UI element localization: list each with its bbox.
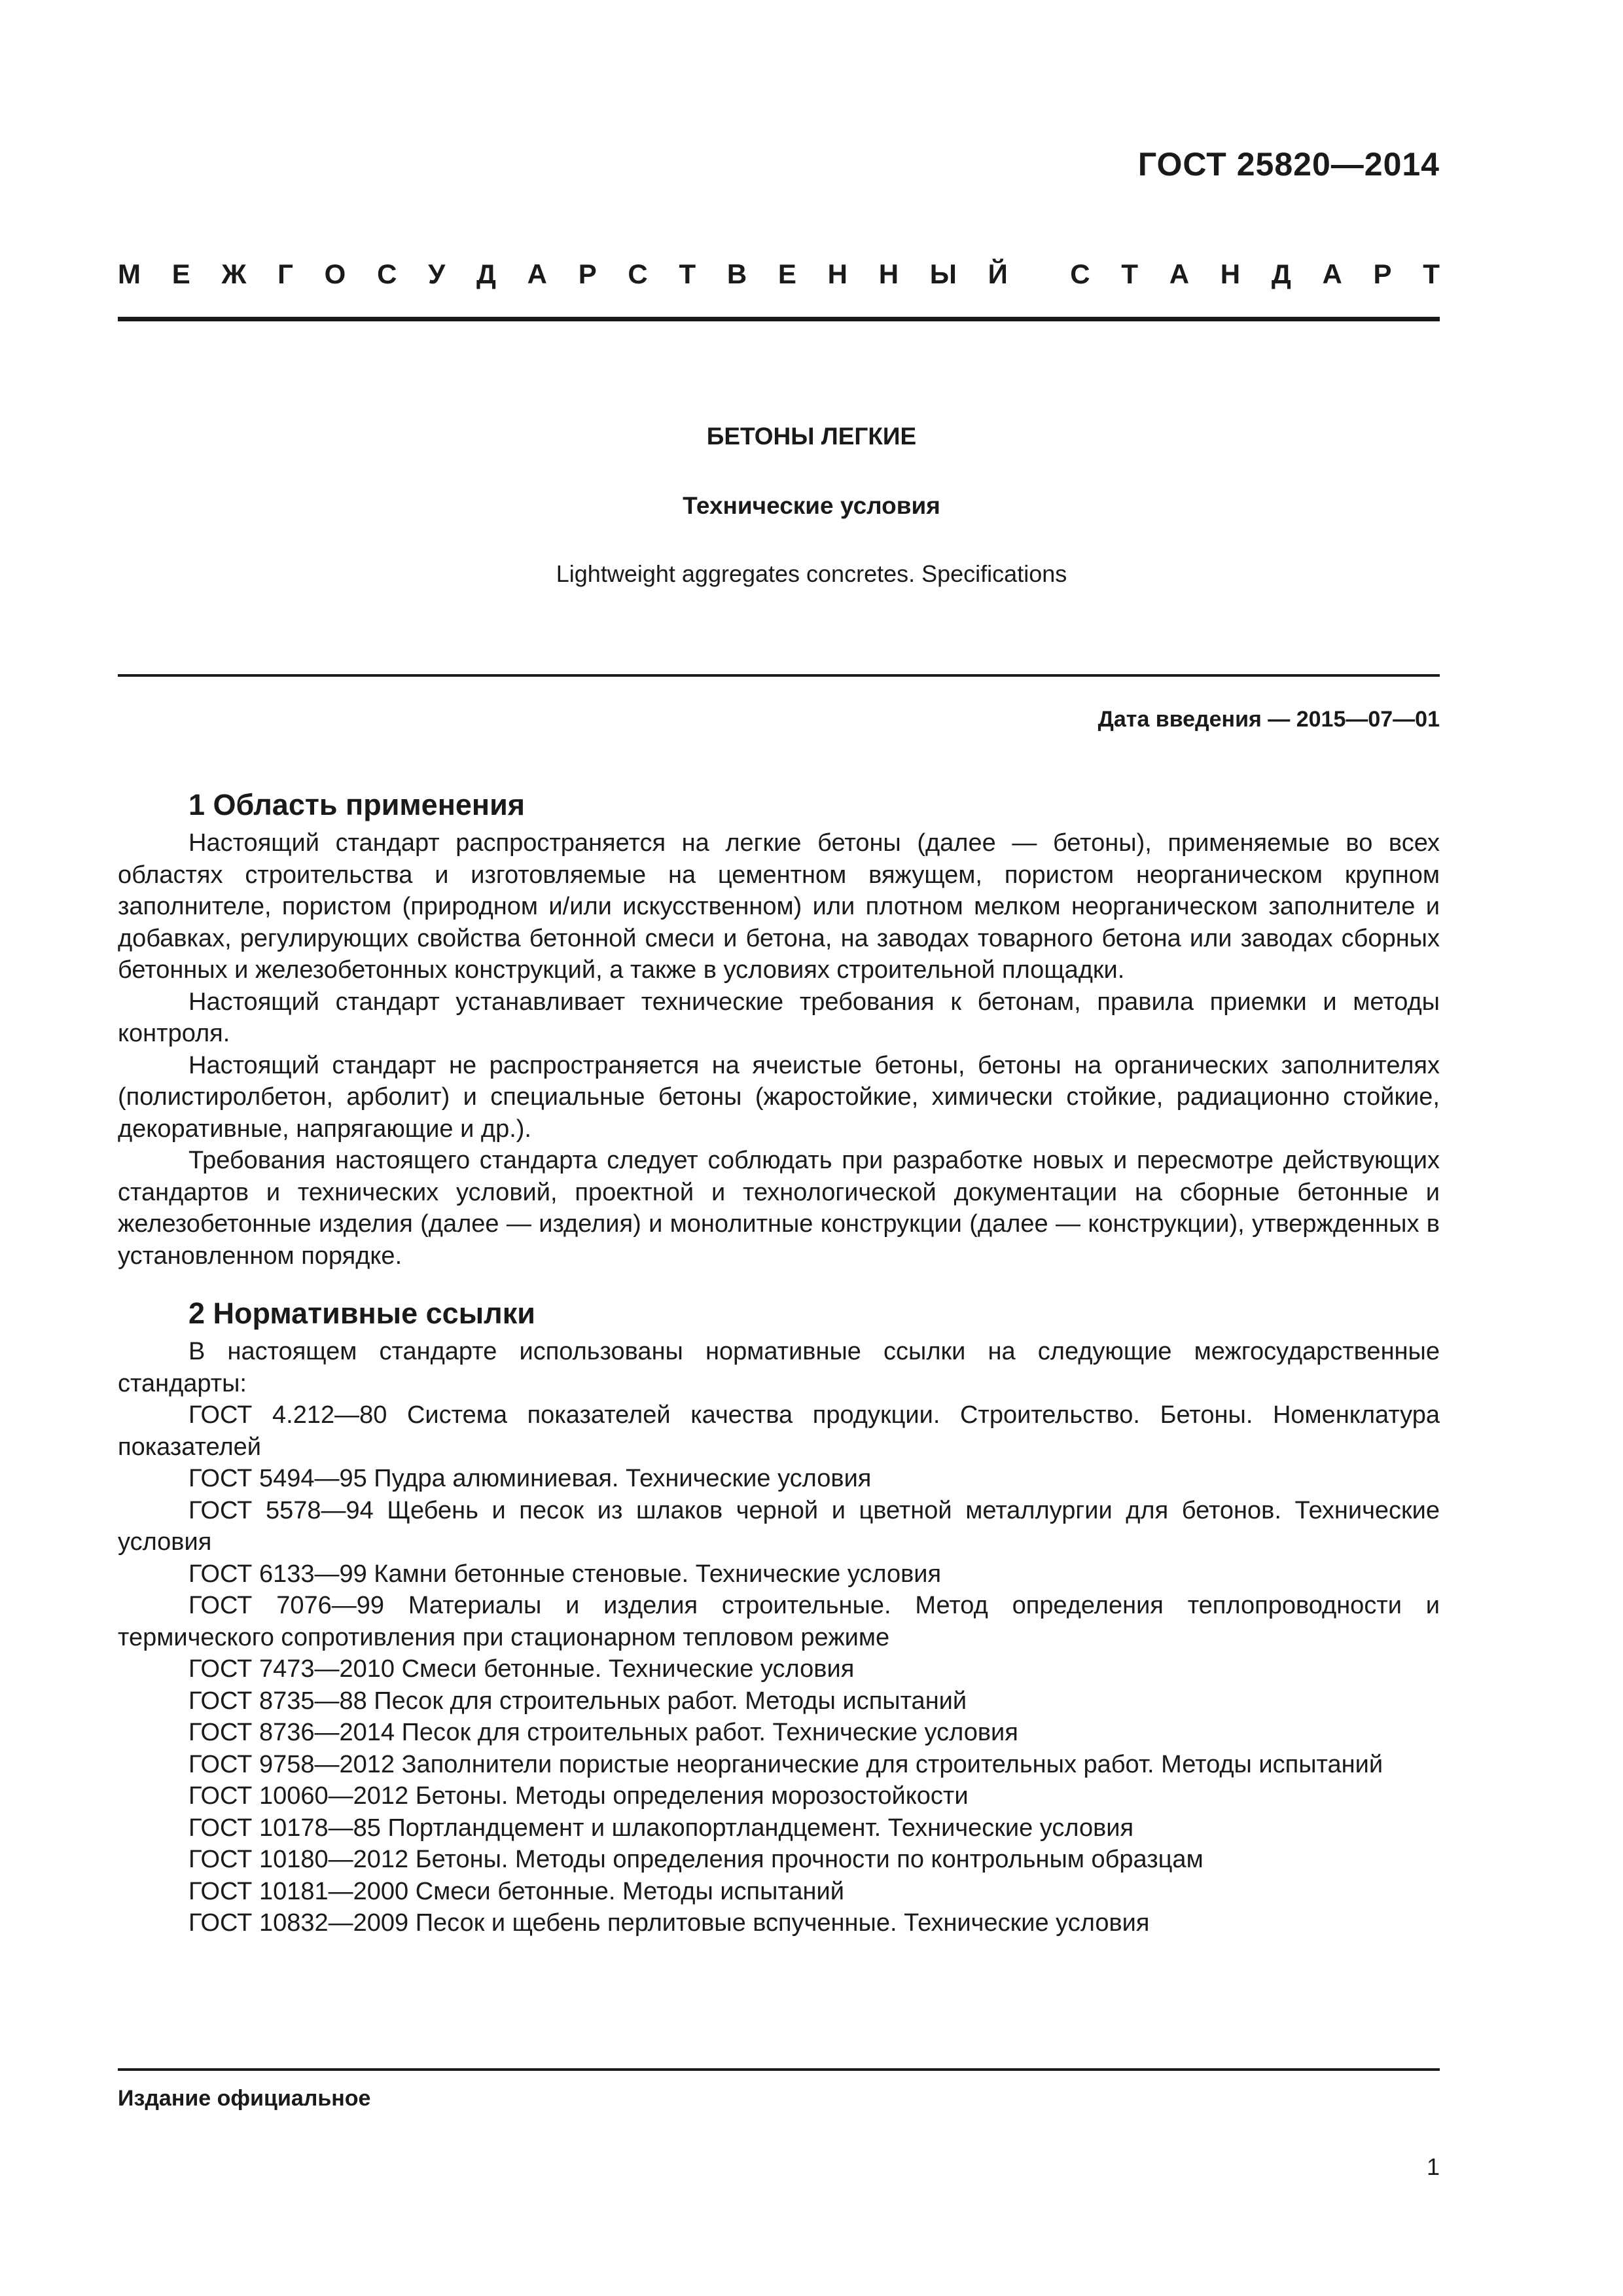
normative-reference: ГОСТ 8735—88 Песок для строительных работ. Методы испытаний	[188, 1687, 967, 1715]
document-code: ГОСТ 25820—2014	[1137, 146, 1440, 183]
normative-reference: ГОСТ 7076—99 Материалы и изделия строительные. Метод определения теплопроводности и термического сопротивления при стационарном тепловом режиме	[118, 1592, 1440, 1651]
footer-divider	[118, 2068, 1440, 2071]
document-title: БЕТОНЫ ЛЕГКИЕ	[706, 423, 917, 450]
standard-type-letter: Т	[1423, 259, 1440, 289]
standard-type-letter: Д	[476, 259, 496, 289]
edition-note: Издание официальное	[118, 2086, 371, 2111]
standard-type-letter: Й	[988, 259, 1008, 289]
page-number: 1	[1426, 2153, 1440, 2180]
standard-type-letter: Н	[827, 259, 847, 289]
standard-type-letter: Д	[1271, 259, 1291, 289]
document-subtitle: Технические условия	[683, 492, 940, 519]
standard-type-letter: Ж	[221, 259, 247, 289]
paragraph: Настоящий стандарт устанавливает технические требования к бетонам, правила приемки и методы контроля.	[118, 988, 1440, 1047]
standard-type-letter: Т	[679, 259, 696, 289]
standard-type-letter: Ы	[929, 259, 957, 289]
normative-reference: ГОСТ 10060—2012 Бетоны. Методы определения морозостойкости	[188, 1782, 969, 1810]
introduction-date: Дата введения — 2015—07—01	[1097, 707, 1440, 732]
standard-type-letter: С	[377, 259, 397, 289]
standard-type-letter: Р	[578, 259, 597, 289]
normative-reference: ГОСТ 9758—2012 Заполнители пористые неорганические для строительных работ. Методы испытаний	[188, 1750, 1383, 1778]
section-heading: 1 Область применения	[188, 788, 526, 821]
standard-type-letter: Н	[1220, 259, 1241, 289]
paragraph: В настоящем стандарте использованы нормативные ссылки на следующие межгосударственные стандарты:	[118, 1338, 1440, 1397]
header-divider	[118, 317, 1440, 321]
standard-type-letter: А	[1322, 259, 1342, 289]
standard-type-letter: Е	[777, 259, 796, 289]
standard-type-letter: А	[527, 259, 547, 289]
standard-type-letter: О	[324, 259, 346, 289]
title-divider	[118, 674, 1440, 677]
standard-type-letter: Р	[1373, 259, 1392, 289]
standard-type-heading	[118, 259, 1440, 290]
standard-type-letter: Г	[277, 259, 293, 289]
normative-reference: ГОСТ 4.212—80 Система показателей качества продукции. Строительство. Бетоны. Номенклатура показателей	[118, 1401, 1440, 1461]
standard-type-letter: С	[628, 259, 648, 289]
standard-type-letter: У	[428, 259, 446, 289]
normative-reference: ГОСТ 6133—99 Камни бетонные стеновые. Технические условия	[188, 1560, 942, 1588]
standard-type-letter: С	[1070, 259, 1090, 289]
normative-reference: ГОСТ 8736—2014 Песок для строительных работ. Технические условия	[188, 1719, 1018, 1746]
standard-type-letter: М	[118, 259, 141, 289]
normative-reference: ГОСТ 10181—2000 Смеси бетонные. Методы испытаний	[188, 1877, 844, 1905]
standard-type-letter: В	[726, 259, 747, 289]
paragraph: Требования настоящего стандарта следует соблюдать при разработке новых и пересмотре действующих стандартов и технических условий, проектной и технологической документации на сборные бетонные и железобетонные изделия (далее — изделия) и монолитные конструкции (далее — конструкции), утвержденных в установленном порядке.	[118, 1147, 1440, 1270]
document-body	[118, 783, 1440, 1939]
standard-type-letter: Е	[171, 259, 190, 289]
standard-type-letter: Н	[878, 259, 899, 289]
document-title-english: Lightweight aggregates concretes. Specifications	[556, 560, 1067, 587]
normative-reference: ГОСТ 5494—95 Пудра алюминиевая. Технические условия	[188, 1465, 872, 1492]
standard-type-letter: Т	[1121, 259, 1138, 289]
normative-reference: ГОСТ 7473—2010 Смеси бетонные. Технические условия	[188, 1655, 855, 1683]
section-heading: 2 Нормативные ссылки	[188, 1297, 535, 1330]
normative-reference: ГОСТ 5578—94 Щебень и песок из шлаков черной и цветной металлургии для бетонов. Технические условия	[118, 1496, 1440, 1556]
standard-type-letter: А	[1169, 259, 1190, 289]
normative-reference: ГОСТ 10832—2009 Песок и щебень перлитовые вспученные. Технические условия	[188, 1909, 1150, 1937]
normative-reference: ГОСТ 10180—2012 Бетоны. Методы определения прочности по контрольным образцам	[188, 1846, 1204, 1873]
paragraph: Настоящий стандарт не распространяется на ячеистые бетоны, бетоны на органических заполнителях (полистиролбетон, арболит) и специальные бетоны (жаростойкие, химически стойкие, радиационно стойкие, декоративные, напрягающие и др.).	[118, 1051, 1440, 1143]
normative-reference: ГОСТ 10178—85 Портландцемент и шлакопортландцемент. Технические условия	[188, 1814, 1134, 1842]
paragraph: Настоящий стандарт распространяется на легкие бетоны (далее — бетоны), применяемые во всех областях строительства и изготовляемые на цементном вяжущем, пористом неорганическом крупном заполнителе, пористом (природном и/или искусственном) или плотном мелком неорганическом заполнителе и добавках, регулирующих свойства бетонной смеси и бетона, на заводах товарного бетона или заводах сборных бетонных и железобетонных конструкций, а также в условиях строительной площадки.	[118, 829, 1440, 984]
